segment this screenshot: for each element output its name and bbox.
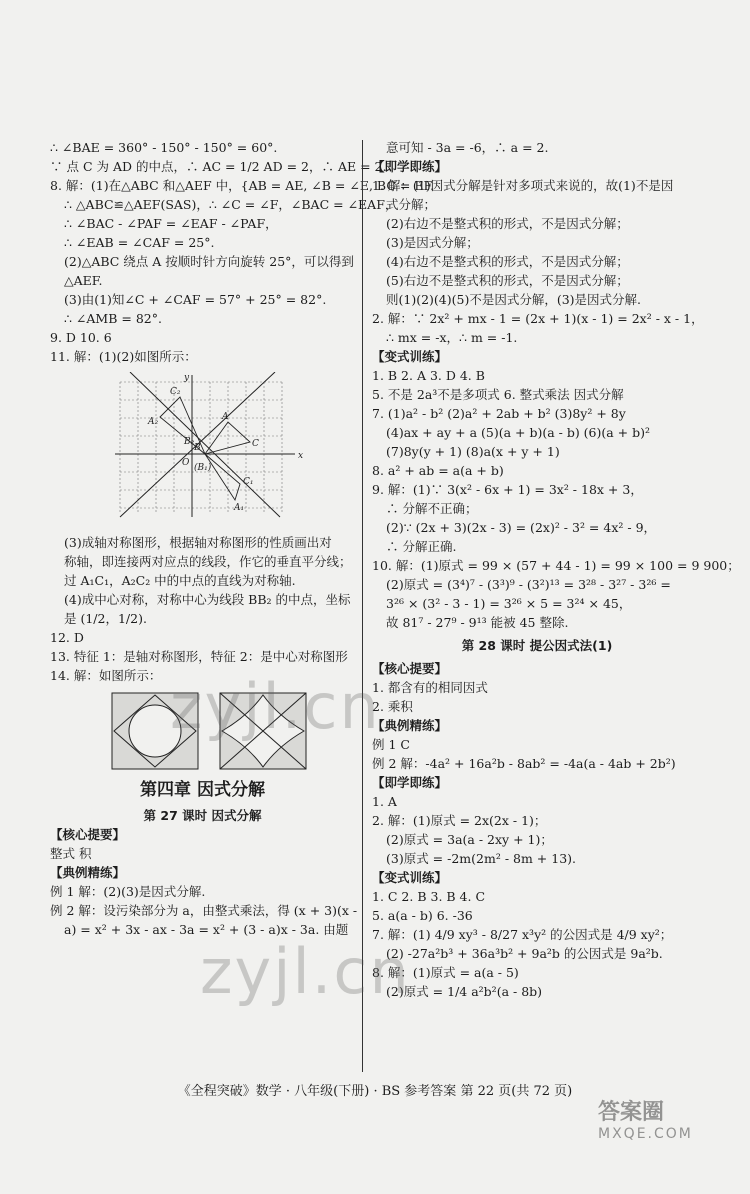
label-b2: B₂ bbox=[184, 437, 195, 447]
answer-line: 整式 积 bbox=[50, 846, 92, 861]
answer-line: ∴ △ABC≌△AEF(SAS)，∴ ∠C = ∠F，∠BAC = ∠EAF， bbox=[64, 197, 398, 212]
answer-line: 2. 解：(1)原式 = 2x(2x - 1)； bbox=[372, 813, 547, 828]
triangles bbox=[160, 397, 250, 500]
graph-figure bbox=[110, 372, 355, 527]
answer-line: ∴ ∠BAE = 360° - 150° - 150° = 60°. bbox=[50, 140, 278, 155]
label-a1: A₁ bbox=[234, 503, 245, 513]
answer-line: 7. 解：(1) 4/9 xy³ - 8/27 x³y² 的公因式是 4/9 xy²； bbox=[372, 927, 673, 942]
logo-sub: MXQE.COM bbox=[598, 1126, 693, 1142]
answer-line: (3)由(1)知∠C + ∠CAF = 57° + 25° = 82°. bbox=[64, 292, 327, 307]
answer-line: (2)∵ (2x + 3)(2x - 3) = (2x)² - 3² = 4x² - 9， bbox=[386, 520, 657, 535]
watermark-1: zyjl.cn bbox=[170, 670, 381, 743]
page-footer: 《全程突破》数学 · 八年级(下册) · BS 参考答案 第 22 页(共 72 页) bbox=[177, 1084, 573, 1099]
answer-line: 3²⁶ × (3² - 3 - 1) = 3²⁶ × 5 = 3²⁴ × 45， bbox=[386, 596, 632, 611]
answer-line: ∴ ∠AMB = 82°. bbox=[64, 311, 162, 326]
right-column bbox=[372, 138, 740, 1001]
chapter-title: 第四章 因式分解 bbox=[140, 780, 265, 800]
answer-line: 5. a(a - b) 6. -36 bbox=[372, 908, 473, 923]
label-c2: C₂ bbox=[170, 387, 181, 397]
answer-line: (3)是因式分解； bbox=[386, 235, 479, 250]
answer-line: (2)原式 = 1/4 a²b²(a - 8b) bbox=[386, 984, 543, 999]
answer-line: 1. A bbox=[372, 794, 397, 809]
lesson-title-28: 第 28 课时 提公因式法(1) bbox=[461, 638, 613, 653]
section-heading: 【典例精练】 bbox=[372, 718, 448, 733]
answer-line: 是 (1/2，1/2). bbox=[64, 611, 147, 626]
answer-line: 14. 解：如图所示： bbox=[50, 668, 162, 683]
answer-line: 8. a² + ab = a(a + b) bbox=[372, 463, 504, 478]
answer-line: 1. 都含有的相同因式 bbox=[372, 680, 488, 695]
answer-line: (4)成中心对称，对称中心为线段 BB₂ 的中点，坐标 bbox=[64, 592, 351, 607]
answer-line: ∵ 点 C 为 AD 的中点，∴ AC = 1/2 AD = 2，∴ AE = 2. bbox=[50, 159, 387, 174]
answer-line: 8. 解：(1)在△ABC 和△AEF 中，{AB = AE, ∠B = ∠E, BC = EF. bbox=[50, 178, 435, 193]
answer-line: (2)原式 = (3⁴)⁷ - (3³)⁹ - (3²)¹³ = 3²⁸ - 3²⁷ - 3²⁶ = bbox=[386, 577, 671, 592]
answer-line: (4)右边不是整式积的形式，不是因式分解； bbox=[386, 254, 629, 269]
answer-line: ∴ ∠EAB = ∠CAF = 25°. bbox=[64, 235, 215, 250]
answer-line: (7)8y(y + 1) (8)a(x + y + 1) bbox=[386, 444, 560, 459]
answer-line: 例 2 解：设污染部分为 a，由整式乘法，得 (x + 3)(x - bbox=[50, 903, 358, 918]
section-heading: 【即学即练】 bbox=[372, 775, 448, 790]
label-c: C bbox=[252, 439, 259, 449]
answer-line: 式分解； bbox=[386, 197, 437, 212]
answer-line: a) = x² + 3x - ax - 3a = x² + (3 - a)x - 3a. 由题 bbox=[64, 922, 349, 937]
logo-main: 答案圈 bbox=[598, 1100, 665, 1125]
label-a2: A₂ bbox=[148, 417, 159, 427]
answer-line: 则(1)(2)(4)(5)不是因式分解，(3)是因式分解. bbox=[386, 292, 642, 307]
answer-line: 1. 解：(1)因式分解是针对多项式来说的，故(1)不是因 bbox=[372, 178, 674, 193]
coordinate-graph bbox=[110, 372, 310, 522]
label-b1: (B₁) bbox=[194, 463, 212, 473]
answer-line: (2)△ABC 绕点 A 按顺时针方向旋转 25°，可以得到 bbox=[64, 254, 354, 269]
section-heading: 【变式训练】 bbox=[372, 349, 448, 364]
label-y: y bbox=[184, 373, 190, 383]
answer-line: (4)ax + ay + a (5)(a + b)(a - b) (6)(a + b)² bbox=[386, 425, 651, 440]
answer-line: (5)右边不是整式积的形式，不是因式分解； bbox=[386, 273, 629, 288]
answer-line: ∴ mx = -x，∴ m = -1. bbox=[386, 330, 518, 345]
answer-line: 9. 解：(1)∵ 3(x² - 6x + 1) = 3x² - 18x + 3， bbox=[372, 482, 643, 497]
answer-line: 9. D 10. 6 bbox=[50, 330, 112, 345]
answer-line: (3)成轴对称图形，根据轴对称图形的性质画出对 bbox=[64, 535, 332, 550]
answer-line: (3)原式 = -2m(2m² - 8m + 13). bbox=[386, 851, 577, 866]
label-o: O bbox=[182, 458, 190, 468]
answer-line: 7. (1)a² - b² (2)a² + 2ab + b² (3)8y² + 8y bbox=[372, 406, 626, 421]
section-heading: 【变式训练】 bbox=[372, 870, 448, 885]
answer-line: 2. 乘积 bbox=[372, 699, 413, 714]
section-heading: 【核心提要】 bbox=[50, 827, 126, 842]
answer-line: 过 A₁C₁，A₂C₂ 中的中点的直线为对称轴. bbox=[64, 573, 296, 588]
label-x: x bbox=[298, 451, 304, 461]
answer-line: 1. C 2. B 3. B 4. C bbox=[372, 889, 486, 904]
label-c1: C₁ bbox=[243, 477, 254, 487]
answer-line: 8. 解：(1)原式 = a(a - 5) bbox=[372, 965, 519, 980]
answer-line: 例 2 解：-4a² + 16a²b - 8ab² = -4a(a - 4ab + 2b²) bbox=[372, 756, 676, 771]
answer-line: (2)右边不是整式积的形式，不是因式分解； bbox=[386, 216, 629, 231]
answer-line: (2)原式 = 3a(a - 2xy + 1)； bbox=[386, 832, 553, 847]
answer-line: 例 1 解：(2)(3)是因式分解. bbox=[50, 884, 206, 899]
axes bbox=[115, 375, 295, 517]
answer-line: 13. 特征 1：是轴对称图形，特征 2：是中心对称图形 bbox=[50, 649, 348, 664]
column-divider bbox=[362, 140, 363, 1072]
answer-line: 5. 不是 2a³不是多项式 6. 整式乘法 因式分解 bbox=[372, 387, 624, 402]
answer-line: ∴ 分解正确. bbox=[386, 539, 457, 554]
answer-line: ∴ 分解不正确； bbox=[386, 501, 478, 516]
lesson-title: 第 27 课时 因式分解 bbox=[143, 808, 262, 823]
answer-line: 12. D bbox=[50, 630, 84, 645]
answer-line: 意可知 - 3a = -6，∴ a = 2. bbox=[386, 140, 549, 155]
site-logo bbox=[598, 1095, 738, 1185]
label-b: B bbox=[194, 443, 201, 453]
answer-line: △AEF. bbox=[64, 273, 103, 288]
answer-line: (2) -27a²b³ + 36a³b² + 9a²b 的公因式是 9a²b. bbox=[386, 946, 663, 961]
answer-line: ∴ ∠BAC - ∠PAF = ∠EAF - ∠PAF， bbox=[64, 216, 278, 231]
answer-line: 10. 解：(1)原式 = 99 × (57 + 44 - 1) = 99 × 100 = 9 900； bbox=[372, 558, 740, 573]
section-heading: 【典例精练】 bbox=[50, 865, 126, 880]
answer-line: 1. B 2. A 3. D 4. B bbox=[372, 368, 485, 383]
watermark-2: zyjl.cn bbox=[200, 935, 411, 1008]
answer-line: 故 81⁷ - 27⁹ - 9¹³ 能被 45 整除. bbox=[386, 615, 569, 630]
answer-line: 称轴，即连接两对应点的线段，作它的垂直平分线； bbox=[64, 554, 352, 569]
answer-line: 2. 解：∵ 2x² + mx - 1 = (2x + 1)(x - 1) = 2x² - x - 1， bbox=[372, 311, 704, 326]
answer-line: 11. 解：(1)(2)如图所示： bbox=[50, 349, 197, 364]
section-heading: 【即学即练】 bbox=[372, 159, 448, 174]
section-heading: 【核心提要】 bbox=[372, 661, 448, 676]
answer-line: 例 1 C bbox=[372, 737, 410, 752]
label-a: A bbox=[222, 412, 229, 422]
